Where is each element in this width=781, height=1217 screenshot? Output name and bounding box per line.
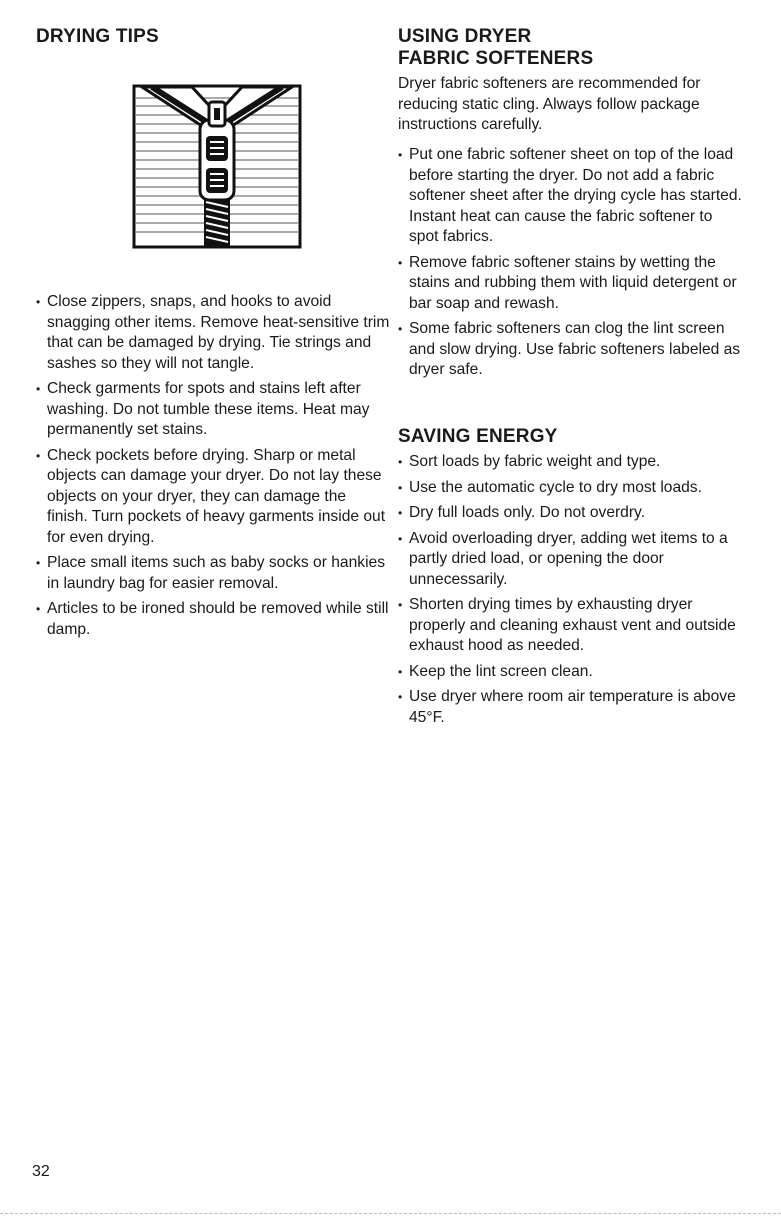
page-bottom-rule xyxy=(0,1213,781,1214)
list-item: • Sort loads by fabric weight and type. xyxy=(398,452,743,473)
list-item: • Shorten drying times by exhausting dryer properly and cleaning exhaust vent and outside exhaust hood as needed. xyxy=(398,595,743,657)
zipper-icon xyxy=(132,84,302,249)
list-item: • Some fabric softeners can clog the lint screen and slow drying. Use fabric softeners labeled as dryer safe. xyxy=(398,319,743,381)
list-item: • Place small items such as baby socks or hankies in laundry bag for easier removal. xyxy=(36,553,391,594)
softeners-heading-line2: FABRIC SOFTENERS xyxy=(398,48,594,69)
list-item: • Articles to be ironed should be removed while still damp. xyxy=(36,599,391,640)
softeners-list xyxy=(398,145,743,386)
softeners-heading-line1: USING DRYER xyxy=(398,26,532,47)
list-item: • Remove fabric softener stains by wetting the stains and rubbing them with liquid detergent or bar soap and rewash. xyxy=(398,253,743,315)
list-item: • Use the automatic cycle to dry most loads. xyxy=(398,478,743,499)
list-item: • Dry full loads only. Do not overdry. xyxy=(398,503,743,524)
list-item: • Keep the lint screen clean. xyxy=(398,662,743,683)
list-item: • Put one fabric softener sheet on top of the load before starting the dryer. Do not add a fabric softener sheet after the drying cycle has started. Instant heat can cause the fabric softener to spot fabrics. xyxy=(398,145,743,248)
list-item: • Use dryer where room air temperature is above 45°F. xyxy=(398,687,743,728)
saving-energy-heading: SAVING ENERGY xyxy=(398,426,558,447)
drying-tips-heading: DRYING TIPS xyxy=(36,26,159,47)
list-item: • Avoid overloading dryer, adding wet items to a partly dried load, or opening the door unnecessarily. xyxy=(398,529,743,591)
drying-tips-list xyxy=(36,292,391,645)
softeners-intro: Dryer fabric softeners are recommended for reducing static cling. Always follow package instructions carefully. xyxy=(398,75,701,133)
saving-energy-list xyxy=(398,452,743,733)
list-item: • Check pockets before drying. Sharp or metal objects can damage your dryer. Do not lay these objects on your dryer, they can damage the finish. Turn pockets of heavy garments inside out for even drying. xyxy=(36,446,391,549)
list-item: • Check garments for spots and stains left after washing. Do not tumble these items. Heat may permanently set stains. xyxy=(36,379,391,441)
page-number: 32 xyxy=(32,1163,50,1180)
list-item: • Close zippers, snaps, and hooks to avoid snagging other items. Remove heat-sensitive trim that can be damaged by drying. Tie strings and sashes so they will not tangle. xyxy=(36,292,391,374)
